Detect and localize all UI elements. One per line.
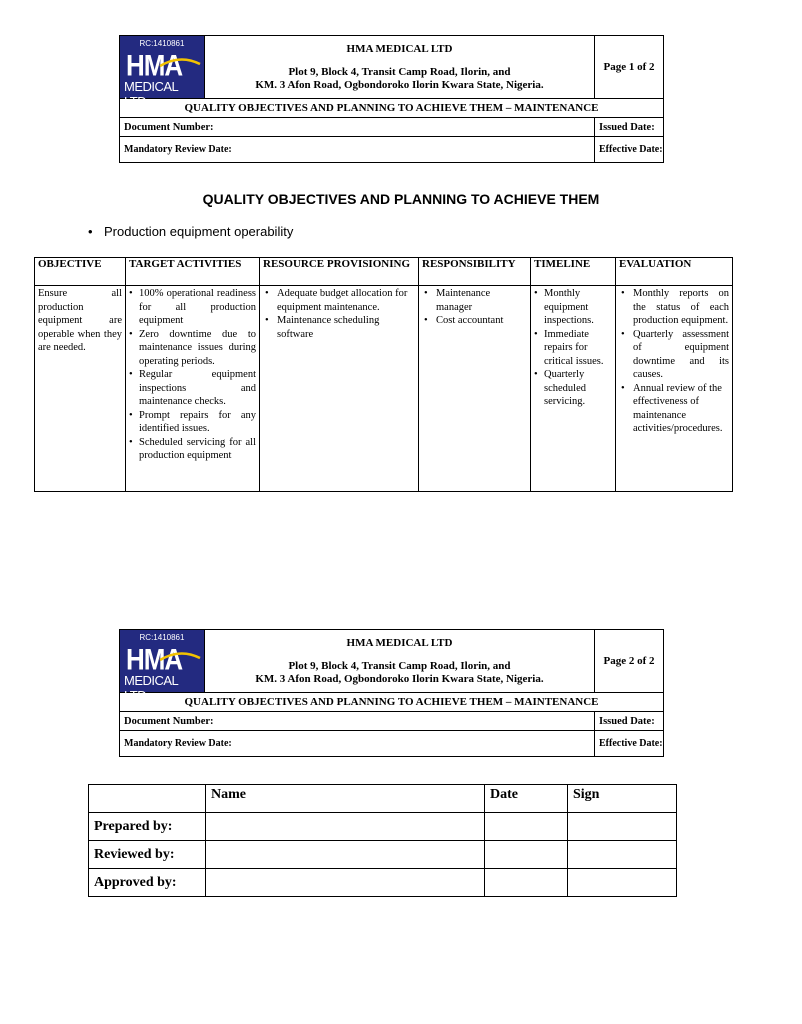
timeline-cell: [531, 286, 616, 492]
header-responsibility: RESPONSIBILITY: [419, 258, 531, 286]
document-header-page-1: [119, 35, 664, 163]
page-title: QUALITY OBJECTIVES AND PLANNING TO ACHIEVE THEM: [202, 191, 600, 207]
page-number: Page 1 of 2: [595, 36, 664, 99]
signoff-row-reviewed: [89, 841, 677, 869]
signoff-row-label: Reviewed by:: [89, 841, 206, 869]
signoff-name-field[interactable]: [206, 869, 485, 897]
evaluation-item: • Annual review of the effectiveness of maintenance activities/procedures.: [619, 382, 729, 436]
target-activity-item: • Prompt repairs for any identified issues.: [129, 409, 256, 436]
signoff-header-date: Date: [485, 785, 568, 813]
issued-date-label: Issued Date:: [595, 712, 664, 731]
target-activity-item: • Scheduled servicing for all production equipment: [129, 436, 256, 463]
company-name: HMA MEDICAL LTD: [346, 42, 453, 55]
target-activity-item: • Regular equipment inspections and maintenance checks.: [129, 368, 256, 409]
evaluation-item: • Quarterly assessment of equipment downtime and its causes.: [619, 328, 729, 382]
resource-item: • Adequate budget allocation for equipment maintenance.: [263, 287, 415, 314]
document-number-label: Document Number:: [120, 712, 595, 731]
signoff-row-label: Approved by:: [89, 869, 206, 897]
objective-bullet: [88, 224, 293, 239]
responsibility-item: • Cost accountant: [422, 314, 527, 328]
objective-bullet-text: Production equipment operability: [104, 224, 294, 239]
document-title: QUALITY OBJECTIVES AND PLANNING TO ACHIEVE THEM – MAINTENANCE: [120, 99, 664, 118]
bullet-icon: •: [88, 224, 93, 239]
effective-date-label: Effective Date:: [595, 137, 664, 163]
logo-hma-text: HMA: [126, 642, 183, 677]
company-address-line-1: Plot 9, Block 4, Transit Camp Road, Ilorin, and: [288, 65, 511, 78]
evaluation-item: • Monthly reports on the status of each production equipment.: [619, 287, 729, 328]
review-date-label: Mandatory Review Date:: [120, 731, 595, 757]
signoff-name-field[interactable]: [206, 841, 485, 869]
company-info: [205, 630, 595, 693]
signoff-name-field[interactable]: [206, 813, 485, 841]
resources-cell: [260, 286, 419, 492]
header-resource-provisioning: RESOURCE PROVISIONING: [260, 258, 419, 286]
header-objective: OBJECTIVE: [35, 258, 126, 286]
logo-medical-text: MEDICAL LTD.: [124, 79, 178, 109]
signoff-sign-field[interactable]: [568, 813, 677, 841]
signoff-row-approved: [89, 869, 677, 897]
signoff-header-sign: Sign: [568, 785, 677, 813]
objective-cell: Ensure all production equipment are operable when they are needed.: [35, 286, 126, 492]
signoff-date-field[interactable]: [485, 841, 568, 869]
signoff-date-field[interactable]: [485, 869, 568, 897]
logo-swoosh-icon: [160, 652, 200, 662]
objectives-table: [34, 257, 733, 492]
evaluation-cell: [616, 286, 733, 492]
effective-date-label: Effective Date:: [595, 731, 664, 757]
signoff-corner-cell: [89, 785, 206, 813]
document-number-label: Document Number:: [120, 118, 595, 137]
target-activities-cell: [126, 286, 260, 492]
signoff-table: [88, 784, 677, 897]
page-number: Page 2 of 2: [595, 630, 664, 693]
signoff-sign-field[interactable]: [568, 841, 677, 869]
issued-date-label: Issued Date:: [595, 118, 664, 137]
target-activity-item: • 100% operational readiness for all production equipment: [129, 287, 256, 328]
signoff-row-label: Prepared by:: [89, 813, 206, 841]
signoff-sign-field[interactable]: [568, 869, 677, 897]
signoff-row-prepared: [89, 813, 677, 841]
company-info: [205, 36, 595, 99]
logo-medical-text: MEDICAL LTD.: [124, 673, 178, 703]
company-address-line-2: KM. 3 Afon Road, Ogbondoroko Ilorin Kwara State, Nigeria.: [255, 78, 544, 91]
responsibility-item: • Maintenance manager: [422, 287, 527, 314]
company-address-line-2: KM. 3 Afon Road, Ogbondoroko Ilorin Kwara State, Nigeria.: [255, 672, 544, 685]
logo-rc-number: RC:1410861: [139, 39, 185, 48]
target-activity-item: • Zero downtime due to maintenance issues during operating periods.: [129, 328, 256, 369]
signoff-header-name: Name: [206, 785, 485, 813]
company-name: HMA MEDICAL LTD: [346, 636, 453, 649]
document-title: QUALITY OBJECTIVES AND PLANNING TO ACHIEVE THEM – MAINTENANCE: [120, 693, 664, 712]
timeline-item: • Quarterly scheduled servicing.: [534, 368, 612, 409]
logo-rc-number: RC:1410861: [139, 633, 185, 642]
responsibility-cell: [419, 286, 531, 492]
timeline-item: • Monthly equipment inspections.: [534, 287, 612, 328]
signoff-date-field[interactable]: [485, 813, 568, 841]
logo-swoosh-icon: [160, 58, 200, 68]
document-header-page-2: [119, 629, 664, 757]
header-timeline: TIMELINE: [531, 258, 616, 286]
logo-hma-text: HMA: [126, 48, 183, 83]
company-address-line-1: Plot 9, Block 4, Transit Camp Road, Ilorin, and: [288, 659, 511, 672]
company-logo: [120, 630, 205, 703]
company-logo: [120, 36, 205, 109]
resource-item: • Maintenance scheduling software: [263, 314, 415, 341]
timeline-item: • Immediate repairs for critical issues.: [534, 328, 612, 369]
header-evaluation: EVALUATION: [616, 258, 733, 286]
review-date-label: Mandatory Review Date:: [120, 137, 595, 163]
header-target-activities: TARGET ACTIVITIES: [126, 258, 260, 286]
